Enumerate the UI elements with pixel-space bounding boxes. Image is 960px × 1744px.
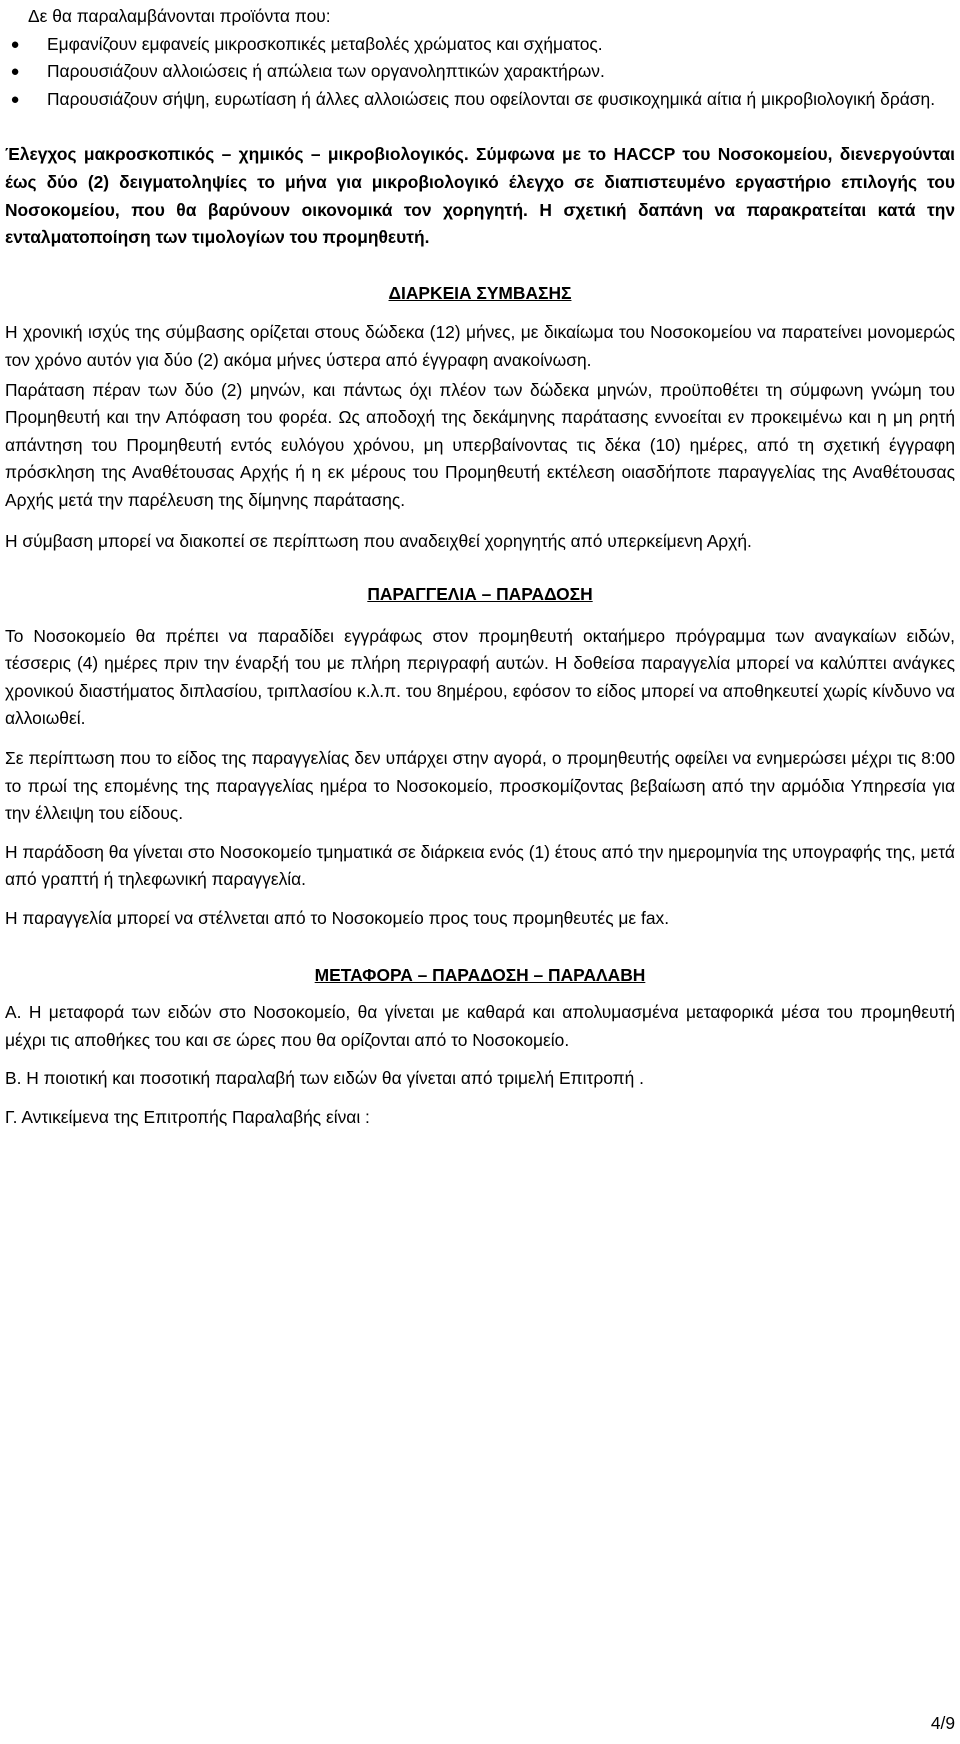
order-paragraph-3: Η παράδοση θα γίνεται στο Νοσοκομείο τμηματικά σε διάρκεια ενός (1) έτους από την ημερομηνία της υπογραφής της, μετά από γραπτή ή τηλεφωνική παραγγελία. <box>5 841 955 890</box>
order-paragraph-2: Σε περίπτωση που το είδος της παραγγελίας δεν υπάρχει στην αγορά, ο προμηθευτής οφείλει να ενημερώσει μέχρι τις 8:00 το πρωί της επομένης της παραγγελίας ημέρα το Νοσοκομείο, προσκομίζοντας βεβαίωση από την αρμόδια Υπηρεσία για την έλλειψη του είδους. <box>5 748 955 824</box>
bullet-icon: ● <box>10 63 20 81</box>
list-item <box>5 86 955 114</box>
list-item <box>5 31 955 59</box>
list-item-text: Εμφανίζουν εμφανείς μικροσκοπικές μεταβολές χρώματος και σχήματος. <box>47 33 603 54</box>
list-item-text: Παρουσιάζουν σήψη, ευρωτίαση ή άλλες αλλοιώσεις που οφείλονται σε φυσικοχημικά αίτια ή μικροβιολογική δράση. <box>47 88 936 109</box>
order-paragraph-4: Η παραγγελία μπορεί να στέλνεται από το Νοσοκομείο προς τους προμηθευτές με fax. <box>5 908 670 929</box>
intro-line: Δε θα παραλαμβάνονται προϊόντα που: <box>28 6 331 26</box>
rejection-criteria-list <box>5 31 955 114</box>
order-heading: ΠΑΡΑΓΓΕΛΙΑ – ΠΑΡΑΔΟΣΗ <box>367 584 593 605</box>
duration-paragraph-3: Η σύμβαση μπορεί να διακοπεί σε περίπτωση που αναδειχθεί χορηγητής από υπερκείμενη Αρχή. <box>5 530 752 551</box>
list-item <box>5 58 955 86</box>
duration-paragraph-2: Παράταση πέραν των δύο (2) μηνών, και πάντως όχι πλέον των δώδεκα μηνών, προϋποθέτει τη σύμφωνη γνώμη του Προμηθευτή και την Απόφαση του φορέα. Ως αποδοχή της δεκάμηνης παράτασης εννοείται εν προκειμένω και η μη ρητή απάντηση του Προμηθευτή εντός ευλόγου χρόνου, μη υπερβαίνοντας τις δέκα (10) ημέρες, από τη σχετική έγγραφη πρόσκληση της Αναθέτουσας Αρχής ή η εκ μέρους του Προμηθευτή εκτέλεση οιασδήποτε παραγγελίας της Αναθέτουσας Αρχής μετά την παρέλευση της δίμηνης παράτασης. <box>5 379 955 510</box>
duration-heading: ΔΙΑΡΚΕΙΑ ΣΥΜΒΑΣΗΣ <box>388 282 572 303</box>
bullet-icon: ● <box>10 90 20 108</box>
transport-heading: ΜΕΤΑΦΟΡΑ – ΠΑΡΑΔΟΣΗ – ΠΑΡΑΛΑΒΗ <box>314 964 646 985</box>
page-number: 4/9 <box>930 1713 955 1733</box>
bullet-icon: ● <box>10 35 20 53</box>
transport-paragraph-b: Β. Η ποιοτική και ποσοτική παραλαβή των ειδών θα γίνεται από τριμελή Επιτροπή . <box>5 1068 644 1089</box>
transport-paragraph-a: Α. Η μεταφορά των ειδών στο Νοσοκομείο, θα γίνεται με καθαρά και απολυμασμένα μεταφορικά μέσα του προμηθευτή μέχρι τις αποθήκες του και σε ώρες που θα ορίζονται από το Νοσοκομείο. <box>5 1002 955 1050</box>
transport-paragraph-c: Γ. Αντικείμενα της Επιτροπής Παραλαβής είναι : <box>5 1107 370 1127</box>
list-item-text: Παρουσιάζουν αλλοιώσεις ή απώλεια των οργανοληπτικών χαρακτήρων. <box>47 61 605 82</box>
order-paragraph-1: Το Νοσοκομείο θα πρέπει να παραδίδει εγγράφως στον προμηθευτή οκταήμερο πρόγραμμα των αναγκαίων ειδών, τέσσερις (4) ημέρες πριν την έναρξή του με πλήρη περιγραφή αυτών. Η δοθείσα παραγγελία μπορεί να καλύπτει ανάγκες χρονικού διαστήματος διπλασίου, τριπλασίου κ.λ.π. του 8ημέρου, εφόσον το είδος μπορεί να αποθηκευτεί χωρίς κίνδυνο να αλλοιωθεί. <box>5 625 955 729</box>
control-paragraph: Έλεγχος μακροσκοπικός – χημικός – μικροβιολογικός. Σύμφωνα με το HACCP του Νοσοκομείου, διενεργούνται έως δύο (2) δειγματοληψίες το μήνα για μικροβιολογικό έλεγχο σε διαπιστευμένο εργαστήριο επιλογής του Νοσοκομείου, που θα βαρύνουν οικονομικά τον χορηγητή. Η σχετική δαπάνη να παρακρατείται κατά την ενταλματοποίηση των τιμολογίων του προμηθευτή. <box>5 144 955 248</box>
duration-paragraph-1: Η χρονική ισχύς της σύμβασης ορίζεται στους δώδεκα (12) μήνες, με δικαίωμα του Νοσοκομείου να παρατείνει μονομερώς τον χρόνο αυτόν για δύο (2) ακόμα μήνες ύστερα από έγγραφη ανακοίνωση. <box>5 322 955 370</box>
